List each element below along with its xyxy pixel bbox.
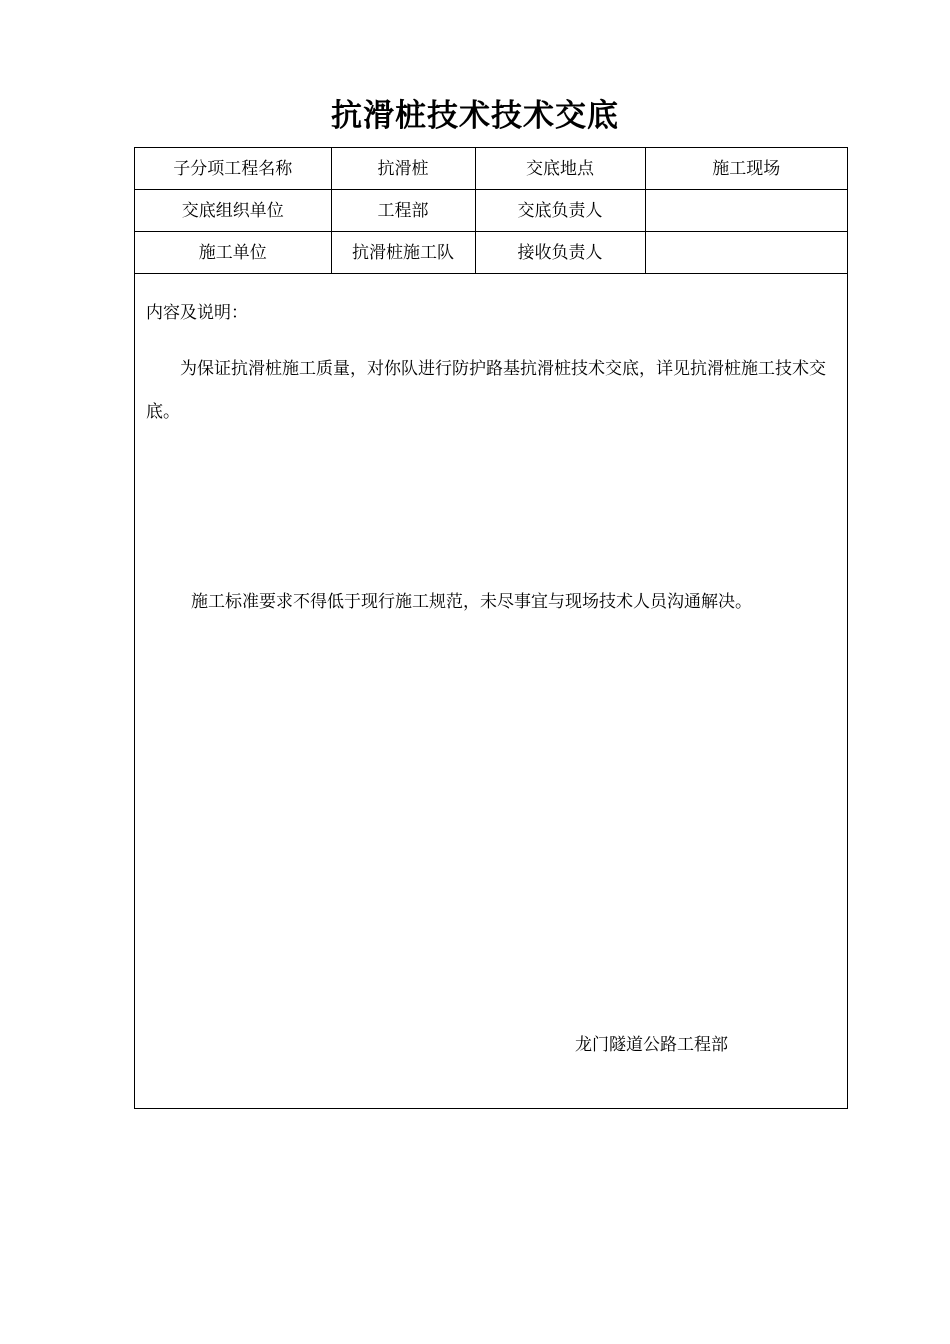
value-sub-project-name: 抗滑桩 (331, 148, 475, 190)
value-handover-location: 施工现场 (645, 148, 847, 190)
content-paragraph: 施工标准要求不得低于现行施工规范，未尽事宜与现场技术人员沟通解决。 (191, 592, 752, 612)
header-table (135, 148, 847, 274)
content-label: 内容及说明： (146, 303, 248, 323)
label-handover-responsible: 交底负责人 (475, 190, 645, 232)
value-organizing-unit: 工程部 (331, 190, 475, 232)
label-sub-project-name: 子分项工程名称 (135, 148, 331, 190)
document-title: 抗滑桩技术技术交底 (331, 98, 619, 134)
content-section (135, 277, 847, 1108)
label-handover-location: 交底地点 (475, 148, 645, 190)
label-receiving-responsible: 接收负责人 (475, 232, 645, 274)
value-receiving-responsible (645, 232, 847, 274)
handover-sheet (134, 147, 848, 1109)
value-handover-responsible (645, 190, 847, 232)
signature-unit: 龙门隧道公路工程部 (575, 1035, 728, 1055)
content-paragraph: 为保证抗滑桩施工质量，对你队进行防护路基抗滑桩技术交底，详见抗滑桩施工技术交底。 (146, 359, 826, 422)
label-organizing-unit: 交底组织单位 (135, 190, 331, 232)
table-row (135, 190, 847, 232)
label-construction-unit: 施工单位 (135, 232, 331, 274)
value-construction-unit: 抗滑桩施工队 (331, 232, 475, 274)
table-row (135, 232, 847, 274)
table-row (135, 148, 847, 190)
